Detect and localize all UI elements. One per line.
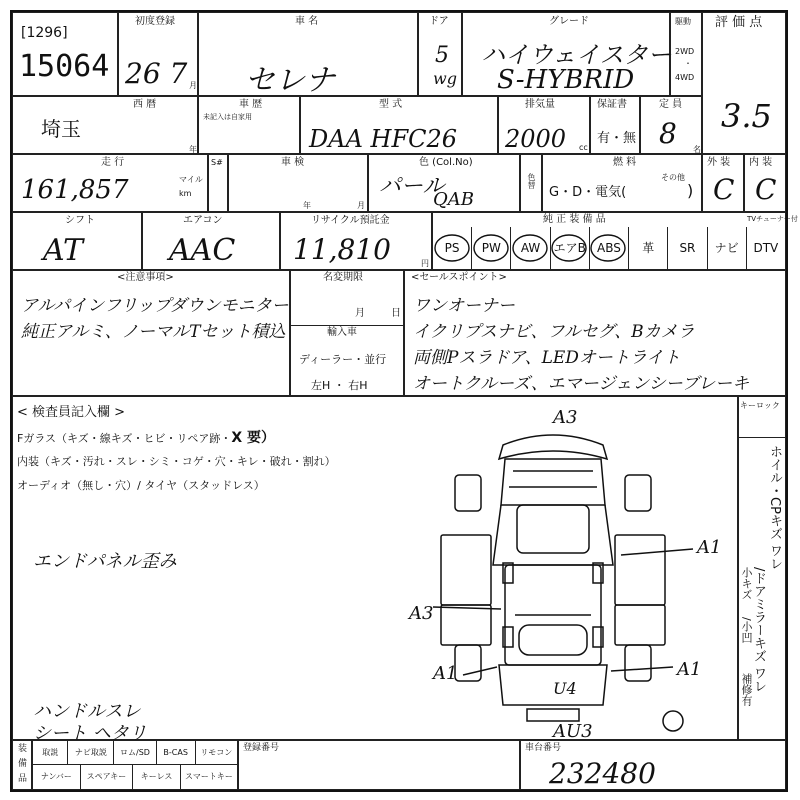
car-name-label: 車 名 — [295, 16, 319, 27]
inspection-year-unit: 年 — [303, 201, 311, 210]
cc-unit: cc — [579, 143, 588, 152]
model-cell — [300, 96, 498, 154]
drive-label: 駆動 — [675, 17, 691, 26]
footer-item-spare-key: スペアキー — [81, 765, 133, 789]
first-registration-cell — [118, 12, 198, 96]
interior-cell — [744, 154, 786, 212]
caution-label: <注意事項> — [117, 272, 174, 283]
caution-line2: 純正アルミ、ノーマルTセット積込 — [21, 322, 286, 342]
history-label: 車 歴 — [239, 99, 263, 110]
limit-cell — [290, 270, 404, 396]
door-label: ドア — [429, 16, 449, 27]
mark-bottom: AU3 — [553, 721, 593, 742]
capacity-unit: 名 — [693, 145, 701, 154]
interior-value: C — [755, 173, 777, 206]
mark-top: A3 — [553, 407, 578, 428]
steering-value: 左H ・ 右H — [311, 379, 368, 392]
import-label: 輸入車 — [327, 327, 357, 338]
caution-line1: アルパインフリップダウンモニター — [21, 296, 289, 316]
first-registration-value: 26 7 — [125, 57, 188, 90]
fuel-other: その他 — [661, 173, 685, 182]
capacity-label: 定 員 — [659, 99, 683, 110]
footer-grid — [32, 740, 238, 790]
drive-cell — [670, 12, 702, 96]
sales-line2: イクリプスナビ、フルセグ、Bカメラ — [413, 322, 695, 342]
warranty-value: 有・無 — [597, 131, 637, 146]
import-value: ディーラー・並行 — [299, 353, 387, 366]
chassis-label: 車台番号 — [525, 743, 562, 753]
equipment-aw: AW — [511, 227, 550, 269]
prefecture-cell — [12, 96, 198, 154]
s-label: S# — [211, 158, 223, 167]
shift-value: AT — [43, 233, 84, 268]
audio-line: オーディオ（無し・穴）/ タイヤ（スタッドレス） — [17, 479, 265, 492]
shift-cell — [12, 212, 142, 270]
fuel-cell — [542, 154, 702, 212]
fuel-value: G・D・電気( — [549, 185, 627, 200]
glass-mark: X 要） — [231, 430, 276, 446]
history-cell — [198, 96, 300, 154]
grade-label: グレード — [549, 16, 589, 27]
color-label: 色 (Col.No) — [419, 157, 473, 168]
sales-line4: オートクルーズ、エマージェンシーブレーキ — [413, 374, 750, 394]
inspection-note-2b: シート ヘタリ — [33, 723, 147, 744]
footer-item-keyless: キーレス — [133, 765, 181, 789]
equipment-dtv: DTV — [753, 241, 779, 255]
score-cell — [702, 12, 786, 154]
mark-left-mid: A3 — [409, 603, 434, 624]
limit-month: 月 — [355, 308, 365, 319]
first-registration-label: 初度登録 — [135, 16, 175, 27]
footer-item-navi-manual: ナビ取説 — [68, 741, 114, 764]
footer-item-smart-key: スマートキー — [185, 772, 233, 781]
lot-number: 15064 — [19, 49, 110, 84]
mile-unit: マイル — [179, 175, 203, 184]
inspection-title: < 検査員記入欄 > — [17, 405, 126, 420]
car-name-cell — [198, 12, 418, 96]
interior-line: 内装（キズ・汚れ・スレ・シミ・コゲ・穴・キレ・破れ・割れ） — [17, 455, 336, 468]
month-label: 月 — [189, 81, 197, 90]
recycle-label: リサイクル預託金 — [311, 215, 390, 226]
score-label: 評 価 点 — [715, 15, 763, 30]
exterior-value: C — [713, 173, 735, 206]
ac-value: AAC — [169, 233, 236, 268]
footer-label-c: 品 — [18, 774, 28, 784]
keylock-label: キーロック — [740, 401, 780, 410]
inspection-note-1: エンドパネル歪み — [33, 551, 177, 572]
chassis-value: 232480 — [549, 757, 656, 790]
car-name-value: セレナ — [245, 63, 335, 98]
caution-cell — [12, 270, 290, 396]
drive-2wd: 2WD — [675, 47, 695, 56]
color-value: パール — [379, 174, 445, 199]
wheel-mark-icon — [663, 711, 683, 731]
history-note: 未記入は自家用 — [203, 113, 252, 121]
tuner-label: TVチューナー付 — [747, 215, 798, 223]
color-change-label: 色替 — [527, 173, 536, 189]
sales-cell — [404, 270, 786, 396]
capacity-value: 8 — [659, 117, 677, 150]
footer-side-label — [12, 740, 32, 790]
footer-item-remote: リモコン — [200, 748, 233, 757]
lot-label: [1296] — [21, 25, 68, 41]
capacity-cell — [640, 96, 702, 154]
score-value: 3.5 — [721, 97, 772, 135]
prefecture-value: 埼玉 — [41, 117, 81, 141]
equipment-ps: PS — [433, 227, 472, 269]
era-label: 西 暦 — [133, 99, 157, 110]
s-cell — [208, 154, 228, 212]
footer-item-manual: 取説 — [33, 741, 68, 764]
keylock-divider — [739, 437, 785, 438]
legend-small-scratch: 小キズ — [740, 567, 753, 600]
equipment-cell — [432, 212, 798, 270]
mileage-label: 走 行 — [101, 157, 125, 168]
drive-separator: ・ — [684, 59, 692, 68]
footer-row-2 — [32, 765, 238, 790]
mark-right-upper: A1 — [697, 537, 722, 558]
sales-line3: 両側Pスラドア、LEDオートライト — [413, 348, 681, 368]
inspection-note-2a: ハンドルスレ — [33, 701, 141, 722]
interior-label: 内 装 — [749, 157, 773, 168]
displacement-label: 排気量 — [525, 99, 555, 110]
equipment-abs: ABS — [590, 227, 629, 269]
limit-label: 名変期限 — [323, 272, 363, 283]
displacement-cell — [498, 96, 590, 154]
mark-right-lower: A1 — [677, 659, 702, 680]
grade-cell — [462, 12, 670, 96]
door-value: 5 — [435, 43, 449, 68]
footer-item-bcas: B-CAS — [157, 741, 196, 764]
legend-mirror: /ドアミラーキズ ワレ — [751, 567, 766, 693]
import-divider — [291, 325, 403, 326]
recycle-cell — [280, 212, 432, 270]
grade-value-line2: S-HYBRID — [497, 65, 635, 95]
legend-wheel: ホイル・CPキズ ワレ — [767, 445, 782, 571]
recycle-value: 11,810 — [293, 233, 391, 266]
footer-label-a: 装 — [18, 744, 28, 754]
equipment-circles — [433, 227, 633, 269]
inspection-date-label: 車 検 — [281, 157, 305, 168]
km-unit: km — [179, 189, 192, 198]
limit-day: 日 — [391, 308, 401, 319]
mark-left-lower: A1 — [433, 663, 458, 684]
inspection-date-cell — [228, 154, 368, 212]
equipment-navi: ナビ — [708, 227, 747, 269]
model-value: DAA HFC26 — [309, 125, 458, 153]
inspection-month-unit: 月 — [357, 201, 365, 210]
equipment-airbag: エアB — [551, 227, 590, 269]
registration-cell — [238, 740, 520, 790]
footer-item-plate: ナンバー — [33, 765, 81, 789]
glass-line — [17, 427, 275, 447]
drive-4wd: 4WD — [675, 73, 695, 82]
footer-row-1 — [32, 740, 238, 765]
exterior-label: 外 装 — [707, 157, 731, 168]
exterior-cell — [702, 154, 744, 212]
legend-repaired: 補修有 — [740, 673, 753, 706]
footer-item-rom: ロム/SD — [114, 741, 156, 764]
equipment-leather: 革 — [629, 227, 668, 269]
door-unit: wg — [433, 69, 457, 88]
legend-small-dent: /小凹 — [740, 617, 753, 643]
footer-label-b: 備 — [18, 759, 28, 769]
glass-text: Fガラス（キズ・線キズ・ヒビ・リペア跡・ — [17, 432, 232, 445]
warranty-cell — [590, 96, 640, 154]
shift-label: シフト — [65, 215, 95, 226]
auction-sheet — [10, 10, 798, 792]
lot-cell — [12, 12, 118, 96]
color-code: QAB — [433, 189, 474, 210]
inspection-area — [12, 396, 738, 744]
mileage-value: 161,857 — [21, 175, 129, 205]
year-label: 年 — [189, 145, 197, 154]
fuel-label: 燃 料 — [613, 157, 637, 168]
ac-label: エアコン — [183, 215, 223, 226]
color-cell — [368, 154, 520, 212]
mark-rear: U4 — [553, 679, 577, 698]
door-cell — [418, 12, 462, 96]
color-change-cell — [520, 154, 542, 212]
warranty-label: 保証書 — [597, 99, 627, 110]
equipment-pw: PW — [472, 227, 511, 269]
grade-value-line1: ハイウェイスター — [481, 41, 672, 69]
sales-label: <セールスポイント> — [411, 272, 507, 283]
displacement-value: 2000 — [505, 125, 567, 153]
equipment-sr: SR — [668, 227, 707, 269]
sales-line1: ワンオーナー — [413, 296, 515, 316]
mileage-cell — [12, 154, 208, 212]
registration-label: 登録番号 — [243, 743, 280, 753]
chassis-cell — [520, 740, 786, 790]
legend-column — [738, 396, 786, 740]
model-label: 型 式 — [379, 99, 403, 110]
equipment-label: 純 正 装 備 品 — [543, 214, 606, 225]
ac-cell — [142, 212, 280, 270]
yen-unit: 円 — [421, 259, 429, 268]
fuel-close: ) — [687, 181, 694, 200]
